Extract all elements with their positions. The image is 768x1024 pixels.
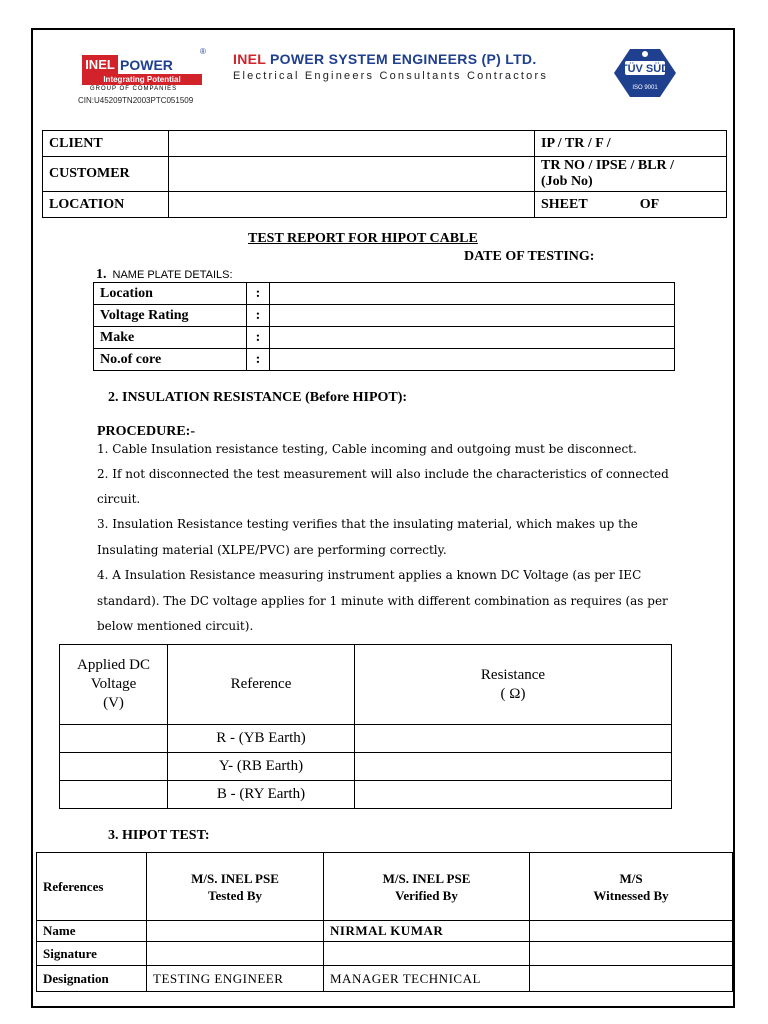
date-of-testing-label: DATE OF TESTING: <box>464 249 595 264</box>
logo-group-text: GROUP OF COMPANIES <box>90 86 178 92</box>
signoff-designation-label: Designation <box>37 966 147 992</box>
client-label: CLIENT <box>43 131 169 157</box>
procedure-line: circuit. <box>97 492 141 506</box>
ir-voltage-cell[interactable] <box>60 725 168 753</box>
hipot-signoff-table <box>36 852 733 992</box>
ir-resistance-cell[interactable] <box>355 725 672 753</box>
signoff-header-references: References <box>37 853 147 921</box>
signoff-designation-witnessed[interactable] <box>530 966 733 992</box>
name-plate-sep: : <box>247 349 270 371</box>
client-info-table <box>42 130 727 218</box>
procedure-line: 2. If not disconnected the test measurement will also include the characteristics of connected <box>97 467 669 481</box>
name-plate-value[interactable] <box>270 349 675 371</box>
logo-inel-text: INEL <box>82 55 118 75</box>
procedure-line: 1. Cable Insulation resistance testing, Cable incoming and outgoing must be disconnect. <box>97 442 637 456</box>
ir-header-voltage: Applied DC Voltage (V) <box>60 645 168 725</box>
trno-label: TR NO / IPSE / BLR / (Job No) <box>535 157 727 192</box>
procedure-heading: PROCEDURE:- <box>97 424 195 439</box>
company-name-red: INEL <box>233 51 266 67</box>
ir-resistance-cell[interactable] <box>355 753 672 781</box>
name-plate-sep: : <box>247 305 270 327</box>
tuv-cert-icon <box>612 47 678 99</box>
signoff-name-verified: NIRMAL KUMAR <box>324 921 530 942</box>
sheet-label: SHEET OF <box>535 192 727 218</box>
name-plate-sep: : <box>247 283 270 305</box>
signoff-signature-tested[interactable] <box>147 942 324 966</box>
signoff-name-witnessed[interactable] <box>530 921 733 942</box>
ir-reference-cell: Y- (RB Earth) <box>168 753 355 781</box>
registered-mark: ® <box>200 47 206 56</box>
procedure-line: below mentioned circuit). <box>97 619 254 633</box>
customer-value[interactable] <box>169 157 535 192</box>
client-value[interactable] <box>169 131 535 157</box>
signoff-designation-verified: MANAGER TECHNICAL <box>324 966 530 992</box>
cin-number: CIN:U45209TN2003PTC051509 <box>78 96 194 105</box>
signoff-signature-label: Signature <box>37 942 147 966</box>
ir-header-reference: Reference <box>168 645 355 725</box>
signoff-signature-witnessed[interactable] <box>530 942 733 966</box>
signoff-header-verified: M/S. INEL PSE Verified By <box>324 853 530 921</box>
logo-power-text: POWER <box>120 57 173 73</box>
name-plate-value[interactable] <box>270 283 675 305</box>
section2-heading: 2. INSULATION RESISTANCE (Before HIPOT): <box>108 390 408 405</box>
insulation-resistance-table <box>59 644 672 809</box>
ir-header-resistance: Resistance ( Ω) <box>355 645 672 725</box>
procedure-line: 4. A Insulation Resistance measuring instrument applies a known DC Voltage (as per IEC <box>97 568 642 582</box>
signoff-name-label: Name <box>37 921 147 942</box>
cert-iso-text: ISO 9001 <box>632 85 658 91</box>
signoff-designation-tested: TESTING ENGINEER <box>147 966 324 992</box>
company-name-rest: POWER SYSTEM ENGINEERS (P) LTD. <box>265 51 537 67</box>
signoff-name-tested[interactable] <box>147 921 324 942</box>
section1-heading: 1. NAME PLATE DETAILS: <box>96 267 233 282</box>
procedure-line: 3. Insulation Resistance testing verifies that the insulating material, which makes up the <box>97 517 638 531</box>
name-plate-label: Make <box>94 327 247 349</box>
ir-voltage-cell[interactable] <box>60 753 168 781</box>
ir-reference-cell: R - (YB Earth) <box>168 725 355 753</box>
location-value[interactable] <box>169 192 535 218</box>
location-label: LOCATION <box>43 192 169 218</box>
name-plate-label: No.of core <box>94 349 247 371</box>
name-plate-label: Voltage Rating <box>94 305 247 327</box>
signoff-signature-verified[interactable] <box>324 942 530 966</box>
ir-resistance-cell[interactable] <box>355 781 672 809</box>
ip-label: IP / TR / F / <box>535 131 727 157</box>
customer-label: CUSTOMER <box>43 157 169 192</box>
report-title: TEST REPORT FOR HIPOT CABLE <box>248 231 478 246</box>
procedure-line: standard). The DC voltage applies for 1 minute with different combination as requires (as per <box>97 594 668 608</box>
company-tagline: Electrical Engineers Consultants Contractors <box>233 70 549 82</box>
name-plate-label: Location <box>94 283 247 305</box>
name-plate-table <box>93 282 675 371</box>
name-plate-value[interactable] <box>270 327 675 349</box>
procedure-line: Insulating material (XLPE/PVC) are performing correctly. <box>97 543 447 557</box>
section3-heading: 3. HIPOT TEST: <box>108 828 210 843</box>
company-name <box>233 51 537 67</box>
ir-voltage-cell[interactable] <box>60 781 168 809</box>
ir-reference-cell: B - (RY Earth) <box>168 781 355 809</box>
logo-tagline: Integrating Potential <box>82 74 202 85</box>
signoff-header-witnessed: M/S Witnessed By <box>530 853 733 921</box>
cert-logo-text: TÜV SÜD <box>620 63 670 75</box>
signoff-header-tested: M/S. INEL PSE Tested By <box>147 853 324 921</box>
name-plate-sep: : <box>247 327 270 349</box>
name-plate-value[interactable] <box>270 305 675 327</box>
